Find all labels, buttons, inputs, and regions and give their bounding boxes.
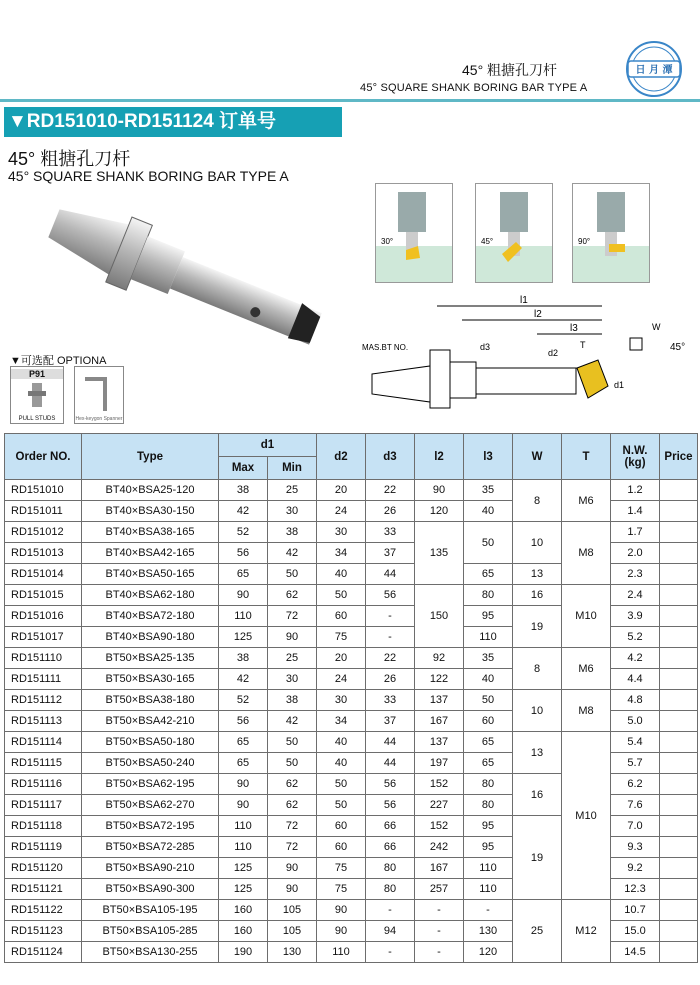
cell-nw: 5.4 [611,732,660,753]
cell-l3: 80 [464,585,513,606]
cell-order: RD151111 [5,669,82,690]
cell-type: BT50×BSA90-300 [82,879,219,900]
cell-l3: 80 [464,795,513,816]
col-price: Price [660,434,698,480]
cell-d2: 110 [317,942,366,963]
cell-l3: 50 [464,690,513,711]
cell-d2: 40 [317,564,366,585]
cell-d2: 75 [317,858,366,879]
cell-nw: 2.4 [611,585,660,606]
cell-order: RD151116 [5,774,82,795]
cell-l2: 90 [415,480,464,501]
hex-key-caption: Hex-keygon Spanner [75,416,123,422]
order-range-banner: ▼RD151010-RD151124 订单号 [4,107,342,137]
cell-l3: 65 [464,564,513,585]
cell-max: 125 [219,879,268,900]
cell-price [660,879,698,900]
cell-order: RD151115 [5,753,82,774]
cell-order: RD151017 [5,627,82,648]
cell-t: M6 [562,648,611,690]
cell-w: 16 [513,774,562,816]
cell-price [660,711,698,732]
cell-min: 62 [268,585,317,606]
cell-order: RD151012 [5,522,82,543]
cell-l3: 110 [464,858,513,879]
cell-l3: 35 [464,480,513,501]
cell-nw: 5.7 [611,753,660,774]
cell-nw: 5.2 [611,627,660,648]
cell-nw: 12.3 [611,879,660,900]
cell-max: 42 [219,501,268,522]
cell-order: RD151016 [5,606,82,627]
cell-d2: 34 [317,543,366,564]
cell-d3: - [366,606,415,627]
cell-nw: 3.9 [611,606,660,627]
header-divider [0,99,700,102]
cell-d2: 50 [317,795,366,816]
cell-min: 42 [268,543,317,564]
cell-type: BT50×BSA50-180 [82,732,219,753]
cell-d2: 60 [317,837,366,858]
cell-price [660,564,698,585]
cell-l3: 50 [464,522,513,564]
cell-max: 110 [219,837,268,858]
cell-price [660,942,698,963]
cell-nw: 9.3 [611,837,660,858]
cell-min: 38 [268,522,317,543]
cell-type: BT50×BSA90-210 [82,858,219,879]
cell-type: BT50×BSA62-195 [82,774,219,795]
col-nw-unit: (kg) [624,456,646,469]
angle-label-90: 90° [578,237,591,246]
cell-w: 13 [513,732,562,774]
brand-logo [625,40,683,98]
cell-min: 72 [268,606,317,627]
angle-diagram-90 [572,183,650,283]
cell-max: 52 [219,690,268,711]
cell-order: RD151114 [5,732,82,753]
cell-min: 62 [268,774,317,795]
cell-min: 50 [268,753,317,774]
cell-price [660,816,698,837]
cell-price [660,753,698,774]
cell-nw: 4.4 [611,669,660,690]
cell-l2: 137 [415,690,464,711]
cell-d3: - [366,942,415,963]
cell-max: 90 [219,795,268,816]
cell-type: BT50×BSA105-285 [82,921,219,942]
dim-l1: l1 [520,295,528,306]
cell-t: M12 [562,900,611,963]
cell-t: M10 [562,585,611,648]
cell-t: M10 [562,732,611,900]
col-d2: d2 [317,434,366,480]
cell-d2: 20 [317,648,366,669]
cell-min: 90 [268,627,317,648]
cell-min: 72 [268,816,317,837]
cell-d3: 33 [366,690,415,711]
dim-mas-bt: MAS.BT NO. [362,343,409,352]
cell-nw: 5.0 [611,711,660,732]
cell-l2: 227 [415,795,464,816]
cell-w: 8 [513,648,562,690]
col-nw-label: N.W. [622,444,648,457]
cell-d3: 22 [366,648,415,669]
pull-stud-code: P91 [11,369,63,379]
cell-l2: 197 [415,753,464,774]
col-l3: l3 [464,434,513,480]
pull-stud-caption: PULL STUDS [18,416,56,422]
cell-type: BT50×BSA105-195 [82,900,219,921]
cell-price [660,669,698,690]
cell-type: BT50×BSA72-195 [82,816,219,837]
cell-l2: 122 [415,669,464,690]
cell-t: M8 [562,690,611,732]
cell-type: BT50×BSA50-240 [82,753,219,774]
cell-price [660,858,698,879]
angle-diagram-30 [375,183,453,283]
cell-l2: 92 [415,648,464,669]
cell-order: RD151120 [5,858,82,879]
cell-l3: 130 [464,921,513,942]
cell-max: 38 [219,648,268,669]
cell-min: 62 [268,795,317,816]
cell-price [660,648,698,669]
cell-l3: 110 [464,879,513,900]
cell-order: RD151113 [5,711,82,732]
cell-min: 90 [268,858,317,879]
cell-order: RD151123 [5,921,82,942]
cell-d3: 37 [366,711,415,732]
cell-l2: 135 [415,522,464,585]
cell-nw: 14.5 [611,942,660,963]
cell-max: 65 [219,564,268,585]
cell-l2: 167 [415,858,464,879]
cell-max: 160 [219,921,268,942]
table-row [5,480,698,501]
cell-l3: 95 [464,816,513,837]
cell-w: 8 [513,480,562,522]
cell-w: 25 [513,900,562,963]
cell-d2: 34 [317,711,366,732]
hex-key-icon [75,367,123,423]
cell-d3: 94 [366,921,415,942]
cell-d3: 66 [366,837,415,858]
cell-price [660,774,698,795]
cell-d3: 66 [366,816,415,837]
cell-order: RD151010 [5,480,82,501]
cell-l3: 65 [464,732,513,753]
cell-d3: 56 [366,774,415,795]
cell-max: 65 [219,732,268,753]
cell-d3: 80 [366,858,415,879]
cell-d3: 33 [366,522,415,543]
cell-l3: 95 [464,837,513,858]
cell-order: RD151011 [5,501,82,522]
cell-type: BT40×BSA38-165 [82,522,219,543]
cell-d2: 20 [317,480,366,501]
cell-w: 19 [513,816,562,900]
angle-label-45: 45° [481,237,494,246]
header-title-en: 45° SQUARE SHANK BORING BAR TYPE A [360,82,588,94]
cell-nw: 10.7 [611,900,660,921]
cell-l3: 120 [464,942,513,963]
product-title-en: 45° SQUARE SHANK BORING BAR TYPE A [8,168,289,184]
cell-l2: 167 [415,711,464,732]
cell-w: 10 [513,522,562,564]
cell-order: RD151110 [5,648,82,669]
cell-type: BT50×BSA72-285 [82,837,219,858]
cell-l3: 35 [464,648,513,669]
cell-d3: 26 [366,501,415,522]
cell-l2: - [415,900,464,921]
col-t: T [562,434,611,480]
cell-max: 90 [219,585,268,606]
cell-max: 56 [219,711,268,732]
cell-l2: 152 [415,774,464,795]
cell-min: 30 [268,501,317,522]
cell-max: 38 [219,480,268,501]
cell-max: 90 [219,774,268,795]
cell-price [660,690,698,711]
cell-nw: 6.2 [611,774,660,795]
cell-price [660,795,698,816]
cell-d2: 40 [317,732,366,753]
col-w: W [513,434,562,480]
cell-l2: 150 [415,585,464,648]
cell-type: BT50×BSA38-180 [82,690,219,711]
table-row [5,732,698,753]
table-row [5,648,698,669]
cell-min: 50 [268,564,317,585]
cell-l2: - [415,942,464,963]
cell-d3: 56 [366,585,415,606]
cell-min: 90 [268,879,317,900]
cell-price [660,585,698,606]
cell-min: 50 [268,732,317,753]
cell-nw: 1.7 [611,522,660,543]
cell-nw: 4.8 [611,690,660,711]
cell-d2: 30 [317,690,366,711]
cell-t: M6 [562,480,611,522]
cell-price [660,543,698,564]
cell-order: RD151014 [5,564,82,585]
cell-price [660,900,698,921]
dim-w: W [652,322,661,332]
cell-d3: 44 [366,564,415,585]
cell-price [660,522,698,543]
cell-type: BT40×BSA50-165 [82,564,219,585]
cell-max: 56 [219,543,268,564]
cell-min: 105 [268,900,317,921]
cell-d2: 90 [317,900,366,921]
cell-l3: 80 [464,774,513,795]
cell-max: 42 [219,669,268,690]
cell-d2: 60 [317,606,366,627]
cell-max: 125 [219,858,268,879]
cell-d2: 90 [317,921,366,942]
cell-min: 30 [268,669,317,690]
product-title-cn: 45° 粗搪孔刀杆 [8,149,131,169]
cell-order: RD151124 [5,942,82,963]
col-d1: d1 [219,434,317,457]
hex-key-option [74,366,124,424]
cell-nw: 1.2 [611,480,660,501]
dimension-drawing [352,290,697,410]
dim-l2: l2 [534,309,542,320]
cell-d3: 44 [366,732,415,753]
cell-min: 38 [268,690,317,711]
cell-max: 110 [219,816,268,837]
cell-order: RD151119 [5,837,82,858]
cell-d2: 60 [317,816,366,837]
cell-type: BT50×BSA130-255 [82,942,219,963]
cell-min: 105 [268,921,317,942]
cell-d3: - [366,900,415,921]
cell-d2: 30 [317,522,366,543]
cell-price [660,627,698,648]
dim-l3: l3 [570,323,578,334]
cell-l3: 110 [464,627,513,648]
cell-d2: 40 [317,753,366,774]
cell-d3: 44 [366,753,415,774]
col-order: Order NO. [5,434,82,480]
dim-d2: d2 [548,348,559,358]
cell-type: BT50×BSA42-210 [82,711,219,732]
cell-d2: 24 [317,501,366,522]
cell-w: 19 [513,606,562,648]
cell-l2: - [415,921,464,942]
cell-d2: 75 [317,627,366,648]
cell-nw: 2.0 [611,543,660,564]
cell-min: 72 [268,837,317,858]
cell-type: BT40×BSA30-150 [82,501,219,522]
cell-d3: 22 [366,480,415,501]
col-type: Type [82,434,219,480]
angle-diagram-45 [475,183,553,283]
cell-d3: - [366,627,415,648]
cell-max: 65 [219,753,268,774]
cell-w: 10 [513,690,562,732]
cell-l3: - [464,900,513,921]
cell-l3: 95 [464,606,513,627]
cell-nw: 9.2 [611,858,660,879]
optional-accessories-label: ▼可选配 OPTIONA [10,355,107,367]
cell-order: RD151118 [5,816,82,837]
cell-nw: 7.0 [611,816,660,837]
cell-type: BT50×BSA25-135 [82,648,219,669]
cell-l3: 65 [464,753,513,774]
cell-l3: 40 [464,669,513,690]
table-row [5,522,698,543]
cell-w: 16 [513,585,562,606]
cell-type: BT50×BSA30-165 [82,669,219,690]
table-row [5,585,698,606]
cell-type: BT50×BSA62-270 [82,795,219,816]
cell-order: RD151015 [5,585,82,606]
cell-min: 25 [268,648,317,669]
cell-d3: 80 [366,879,415,900]
cell-l2: 152 [415,816,464,837]
cell-l3: 60 [464,711,513,732]
cell-max: 190 [219,942,268,963]
cell-d2: 75 [317,879,366,900]
cell-t: M8 [562,522,611,585]
cell-price [660,921,698,942]
cell-l2: 242 [415,837,464,858]
cell-l3: 40 [464,501,513,522]
cell-type: BT40×BSA72-180 [82,606,219,627]
cell-price [660,501,698,522]
dim-d1: d1 [614,380,625,390]
header-title-cn: 45° 粗搪孔刀杆 [462,62,558,78]
table-row [5,690,698,711]
cell-l2: 137 [415,732,464,753]
cell-d2: 50 [317,774,366,795]
cell-price [660,480,698,501]
table-row [5,900,698,921]
dim-d3: d3 [480,342,491,352]
cell-d3: 26 [366,669,415,690]
cell-l2: 257 [415,879,464,900]
cell-order: RD151122 [5,900,82,921]
cell-nw: 2.3 [611,564,660,585]
cell-l2: 120 [415,501,464,522]
cell-price [660,606,698,627]
cell-nw: 15.0 [611,921,660,942]
cell-type: BT40×BSA42-165 [82,543,219,564]
cell-price [660,837,698,858]
dim-angle: 45° [670,342,686,353]
cell-max: 125 [219,627,268,648]
cell-type: BT40×BSA25-120 [82,480,219,501]
cell-min: 25 [268,480,317,501]
angle-label-30: 30° [381,237,394,246]
col-nw [611,434,660,480]
spec-table [4,433,698,963]
cell-order: RD151121 [5,879,82,900]
col-d1-max: Max [219,457,268,480]
cell-order: RD151117 [5,795,82,816]
cell-min: 42 [268,711,317,732]
pull-stud-option [10,366,64,424]
cell-nw: 4.2 [611,648,660,669]
cell-type: BT40×BSA62-180 [82,585,219,606]
cell-max: 52 [219,522,268,543]
cell-price [660,732,698,753]
cell-type: BT40×BSA90-180 [82,627,219,648]
cell-d2: 24 [317,669,366,690]
col-d1-min: Min [268,457,317,480]
cell-max: 160 [219,900,268,921]
cell-d3: 56 [366,795,415,816]
col-l2: l2 [415,434,464,480]
logo-text: 日 月 潭 [635,65,673,76]
cell-order: RD151112 [5,690,82,711]
cell-max: 110 [219,606,268,627]
cell-d2: 50 [317,585,366,606]
dim-t: T [580,340,586,350]
cell-min: 130 [268,942,317,963]
cell-nw: 7.6 [611,795,660,816]
cell-order: RD151013 [5,543,82,564]
col-d3: d3 [366,434,415,480]
cell-d3: 37 [366,543,415,564]
cell-nw: 1.4 [611,501,660,522]
cell-w: 13 [513,564,562,585]
